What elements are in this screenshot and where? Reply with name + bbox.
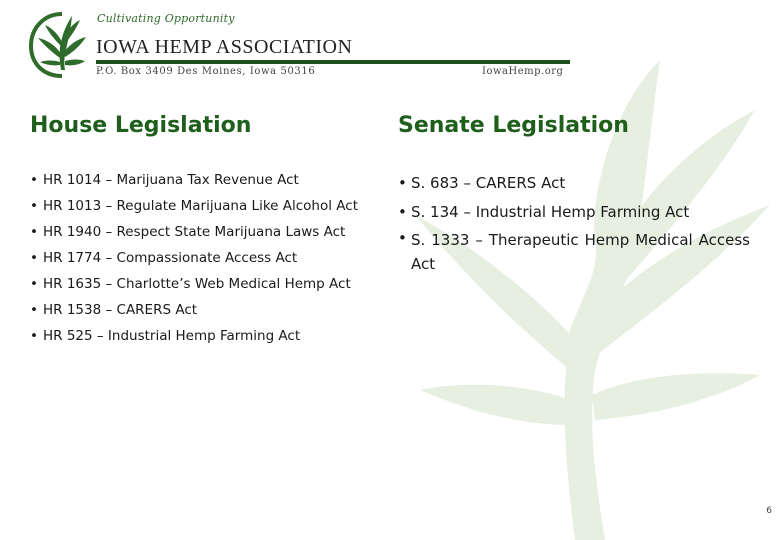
list-item [398, 198, 750, 227]
list-item [398, 169, 750, 198]
house-bill-list [30, 167, 380, 349]
list-item [30, 297, 380, 323]
bill-label: S. 134 – Industrial Hemp Farming Act [411, 202, 690, 221]
bill-label: HR 1940 – Respect State Marijuana Laws Act [43, 224, 346, 240]
bill-label: S. 683 – CARERS Act [411, 174, 566, 192]
bullet-icon: • [30, 328, 38, 344]
bill-label: HR 1774 – Compassionate Access Act [43, 250, 298, 266]
senate-bill-list [398, 169, 750, 276]
hemp-leaf-icon [28, 10, 88, 78]
bill-label: HR 1635 – Charlotte’s Web Medical Hemp Act [43, 276, 351, 292]
page-number: 6 [766, 506, 772, 516]
bill-label: HR 1014 – Marijuana Tax Revenue Act [43, 172, 299, 188]
bill-label: HR 525 – Industrial Hemp Farming Act [43, 328, 301, 344]
bill-label: HR 1013 – Regulate Marijuana Like Alcohol Act [43, 198, 358, 214]
house-legislation-heading: House Legislation [30, 113, 252, 138]
bullet-icon: • [30, 172, 38, 188]
bill-label: S. 1333 – Therapeutic Hemp Medical Access Act [411, 231, 750, 273]
bullet-icon: • [398, 202, 407, 221]
bullet-icon: • [398, 229, 407, 247]
bullet-icon: • [30, 250, 38, 266]
bill-label: HR 1538 – CARERS Act [43, 302, 198, 318]
senate-legislation-heading: Senate Legislation [398, 113, 629, 138]
list-item [30, 193, 380, 219]
list-item [30, 323, 380, 349]
tagline: Cultivating Opportunity [97, 12, 235, 25]
bullet-icon: • [398, 174, 407, 192]
list-item [30, 167, 380, 193]
bullet-icon: • [30, 224, 38, 240]
bullet-icon: • [30, 198, 38, 214]
bullet-icon: • [30, 276, 38, 292]
list-item [398, 226, 750, 276]
list-item [30, 245, 380, 271]
list-item [30, 219, 380, 245]
organization-name: IOWA HEMP ASSOCIATION [96, 36, 353, 58]
header-divider [96, 60, 570, 64]
bullet-icon: • [30, 302, 38, 318]
website-link[interactable]: IowaHemp.org [482, 66, 564, 77]
list-item [30, 271, 380, 297]
mailing-address: P.O. Box 3409 Des Moines, Iowa 50316 [96, 66, 316, 77]
